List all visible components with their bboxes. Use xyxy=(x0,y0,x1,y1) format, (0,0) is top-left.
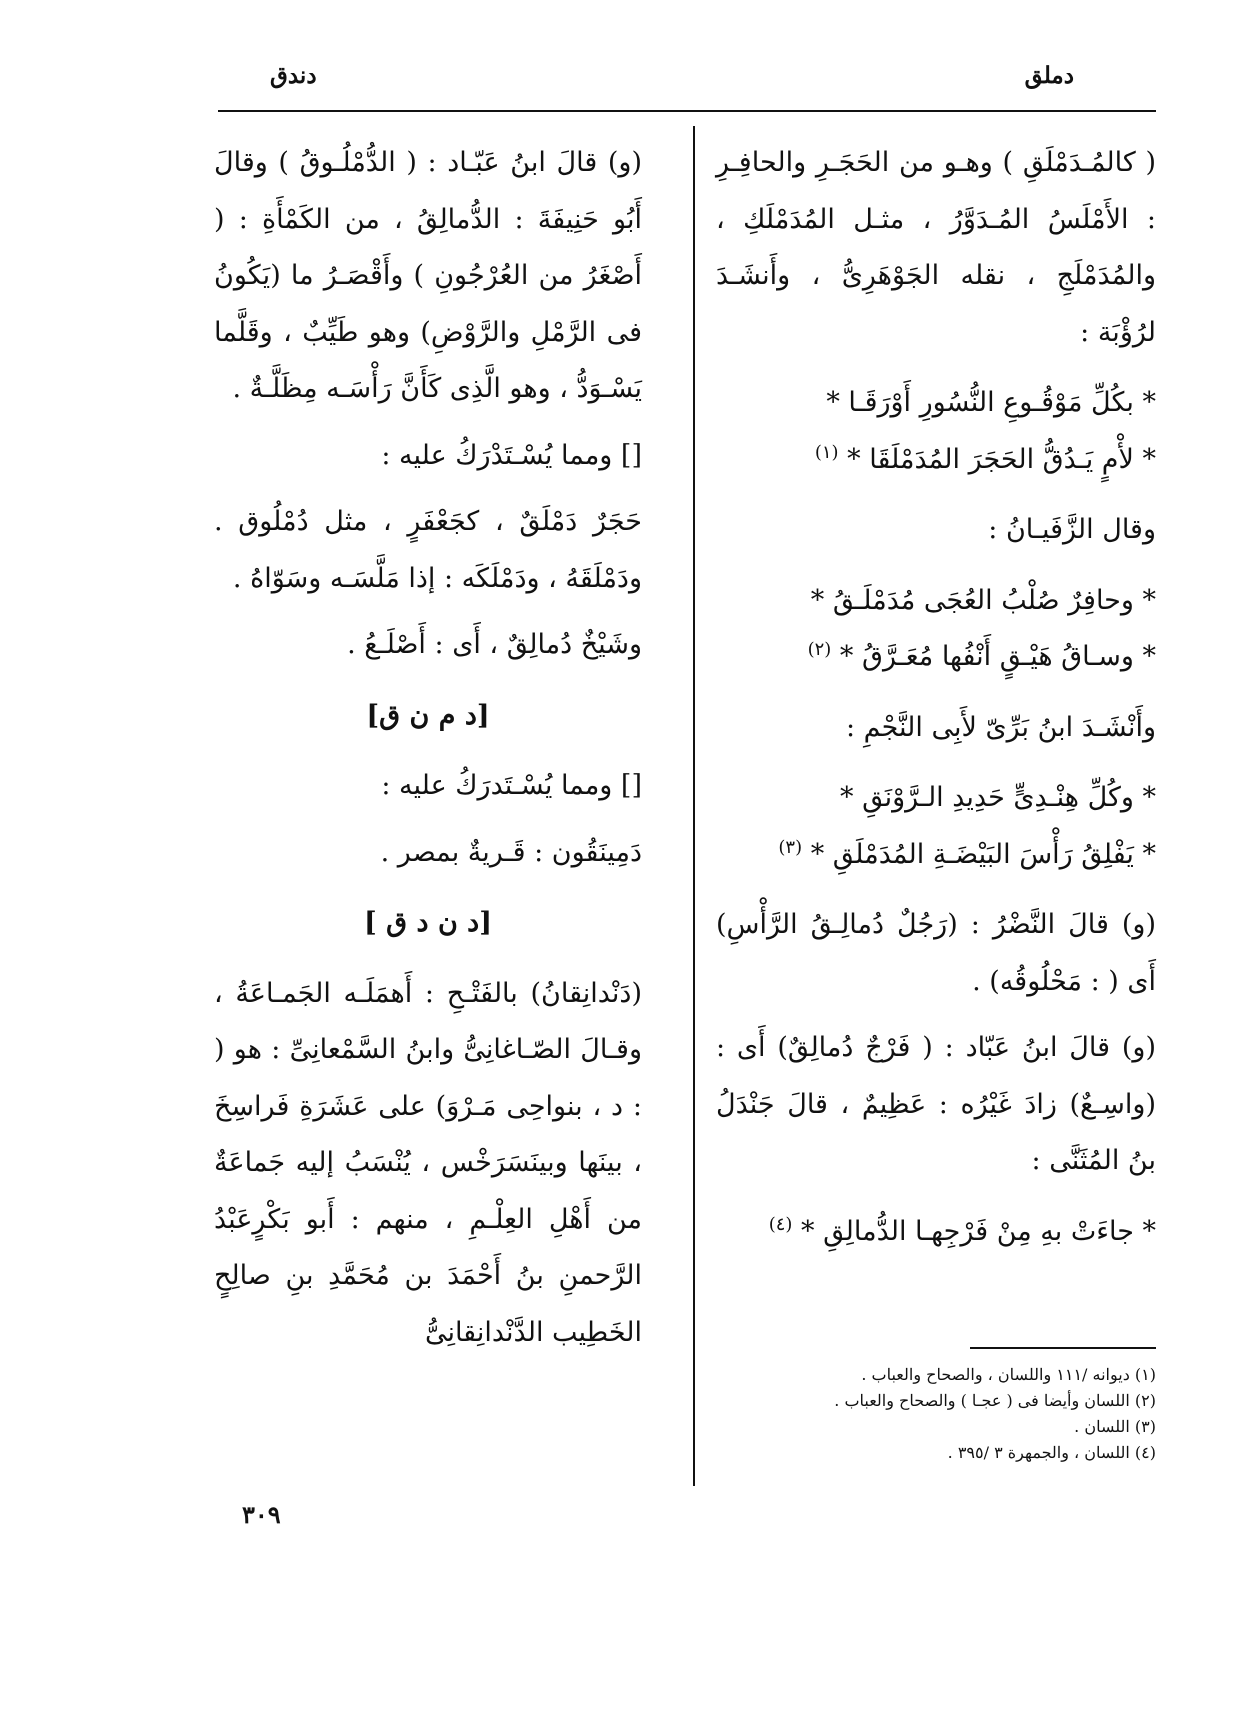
entry-paragraph: وقال الزَّفَيـانُ : xyxy=(988,514,1156,545)
verse-group xyxy=(716,770,1156,883)
verse-text: * لأْمٍ يَـدُقُّ الحَجَرَ المُدَمْلَقَا * xyxy=(847,443,1156,475)
page-number: ٣٠٩ xyxy=(242,1500,281,1529)
footnote: (٤) اللسان ، والجمهرة ٣ /٣٩٥ . xyxy=(947,1443,1156,1462)
running-head-left: دندق xyxy=(270,62,317,89)
verse-line xyxy=(716,629,1156,686)
footnote: (١) ديوانه /١١١ واللسان ، والصحاح والعباب . xyxy=(861,1365,1156,1384)
right-column xyxy=(716,135,1156,1274)
verse-text: * وسـاقُ هَيْـقٍ أَنْفُها مُعَـرَّقُ * xyxy=(839,641,1156,672)
verse-line: * وحافِرٌ صُلْبُ العُجَى مُدَمْلَـقُ * xyxy=(810,584,1156,616)
verse-group xyxy=(716,573,1156,686)
verse-line xyxy=(716,432,1156,489)
footnote: (٢) اللسان وأيضا فى ( عجـا ) والصحاح والعباب . xyxy=(834,1391,1156,1410)
verse-text: * جاءَتْ بهِ مِنْ فَرْجِهـا الدُّمالِقِ * xyxy=(801,1215,1156,1247)
entry-paragraph: وأَنْشَـدَ ابنُ بَرِّىّ لأَبِى النَّجْمِ : xyxy=(845,711,1156,743)
entry-heading: [د م ن ق] xyxy=(366,699,490,731)
entry-paragraph: حَجَرٌ دَمْلَقٌ ، كجَعْفَرٍ ، مثل دُمْلُوق . ودَمْلَقَهُ ، ودَمْلَكَه : إذا مَلَّسَـه وسَوّاهُ . xyxy=(214,506,642,594)
footnote: (٣) اللسان . xyxy=(1074,1417,1156,1436)
verse-group xyxy=(716,1204,1156,1261)
header-rule xyxy=(218,110,1156,112)
footnote-mark: (٤) xyxy=(768,1213,793,1235)
footnote-mark: (٣) xyxy=(778,836,803,858)
column-divider xyxy=(693,126,695,1486)
verse-group xyxy=(716,375,1156,488)
entry-paragraph: (و) قالَ ابنُ عَبّـاد : ( الدُّمْلُـوقُ ) وقالَ أَبُو حَنِيفَةَ : الدُّمالِقُ ، من الكَمْأَةِ : ( أَصْغَرُ من العُرْجُونِ ) وأَقْصَـرُ ما (يَكُونُ فى الرَّمْلِ والرَّوْضِ) وهو طَيِّبٌ ، وقَلَّما يَسْـوَدُّ ، وهو الَّذِى كَأَنَّ رَأْسَـه مِظَلَّـةٌ . xyxy=(214,147,642,404)
footnote-mark: (١) xyxy=(814,441,839,463)
footnote-mark: (٢) xyxy=(807,639,832,660)
running-head-right: دملق xyxy=(1024,62,1074,89)
entry-paragraph: (و) قالَ النَّضْرُ : (رَجُلٌ دُمالِـقُ الرَّأْسِ) أَى ( : مَحْلُوقُه) . xyxy=(716,909,1156,997)
verse-line xyxy=(716,827,1156,884)
entry-paragraph: ( كالمُـدَمْلَقِ ) وهـو من الحَجَـرِ والحافِـرِ : الأَمْلَسُ المُـدَوَّرُ ، مثـل المُدَمْلَكِ ، والمُدَمْلَجِ ، نقله الجَوْهَرِىُّ ، وأَنشَـدَ لرُؤْبَة : xyxy=(716,147,1156,348)
verse-line: * بكُلِّ مَوْقُـوعِ النُّسُورِ أَوْرَقَـا * xyxy=(826,387,1156,418)
verse-line: * وكُلِّ هِنْـدِىٍّ حَدِيدِ الـرَّوْنَقِ * xyxy=(839,782,1156,813)
entry-paragraph: [] ومما يُسْـتَدْرَكُ عليه : xyxy=(381,439,642,471)
left-column xyxy=(214,135,642,1361)
entry-paragraph: وشَيْخٌ دُمالِقٌ ، أَى : أَصْلَـعُ . xyxy=(347,629,642,660)
entry-heading: [د ن د ق ] xyxy=(364,907,492,938)
entry-paragraph: دَمِينَقُون : قَـريةٌ بمصر . xyxy=(380,836,642,868)
entry-paragraph: (و) قالَ ابنُ عَبّاد : ( فَرْجٌ دُمالِقٌ) أَى : (واسِـعٌ) زادَ غَيْرُه : عَظِيمٌ ، قالَ جَنْدَلُ بنُ المُثَنَّى : xyxy=(716,1032,1156,1176)
footnote-rule xyxy=(970,1347,1156,1349)
entry-paragraph: (دَنْدانِقانُ) بالفَتْـحِ : أَهمَلَـه الجَمـاعَةُ ، وقـالَ الصّـاغانِىُّ وابنُ السَّمْعانِىِّ : هو ( : د ، بنواحِى مَـرْوَ) على عَشَرَةِ فَراسِخَ ، بينَها وبينَسَرَخْس ، يُنْسَبُ إليه جَماعَةٌ من أَهْلِ العِلْـمِ ، منهم : أَبو بَكْرٍعَبْدُ الرَّحمنِ بنُ أَحْمَدَ بن مُحَمَّدِ بنِ صالِحٍ الخَطِيب الدَّنْدانِقانِىُّ xyxy=(214,977,642,1348)
verse-text: * يَفْلِقُ رَأْسَ البَيْضَـةِ المُدَمْلَقِ * xyxy=(810,838,1156,870)
verse-line xyxy=(716,1204,1156,1261)
footnotes xyxy=(716,1362,1156,1466)
entry-paragraph: [] ومما يُسْـتَدرَكُ عليه : xyxy=(381,770,642,801)
